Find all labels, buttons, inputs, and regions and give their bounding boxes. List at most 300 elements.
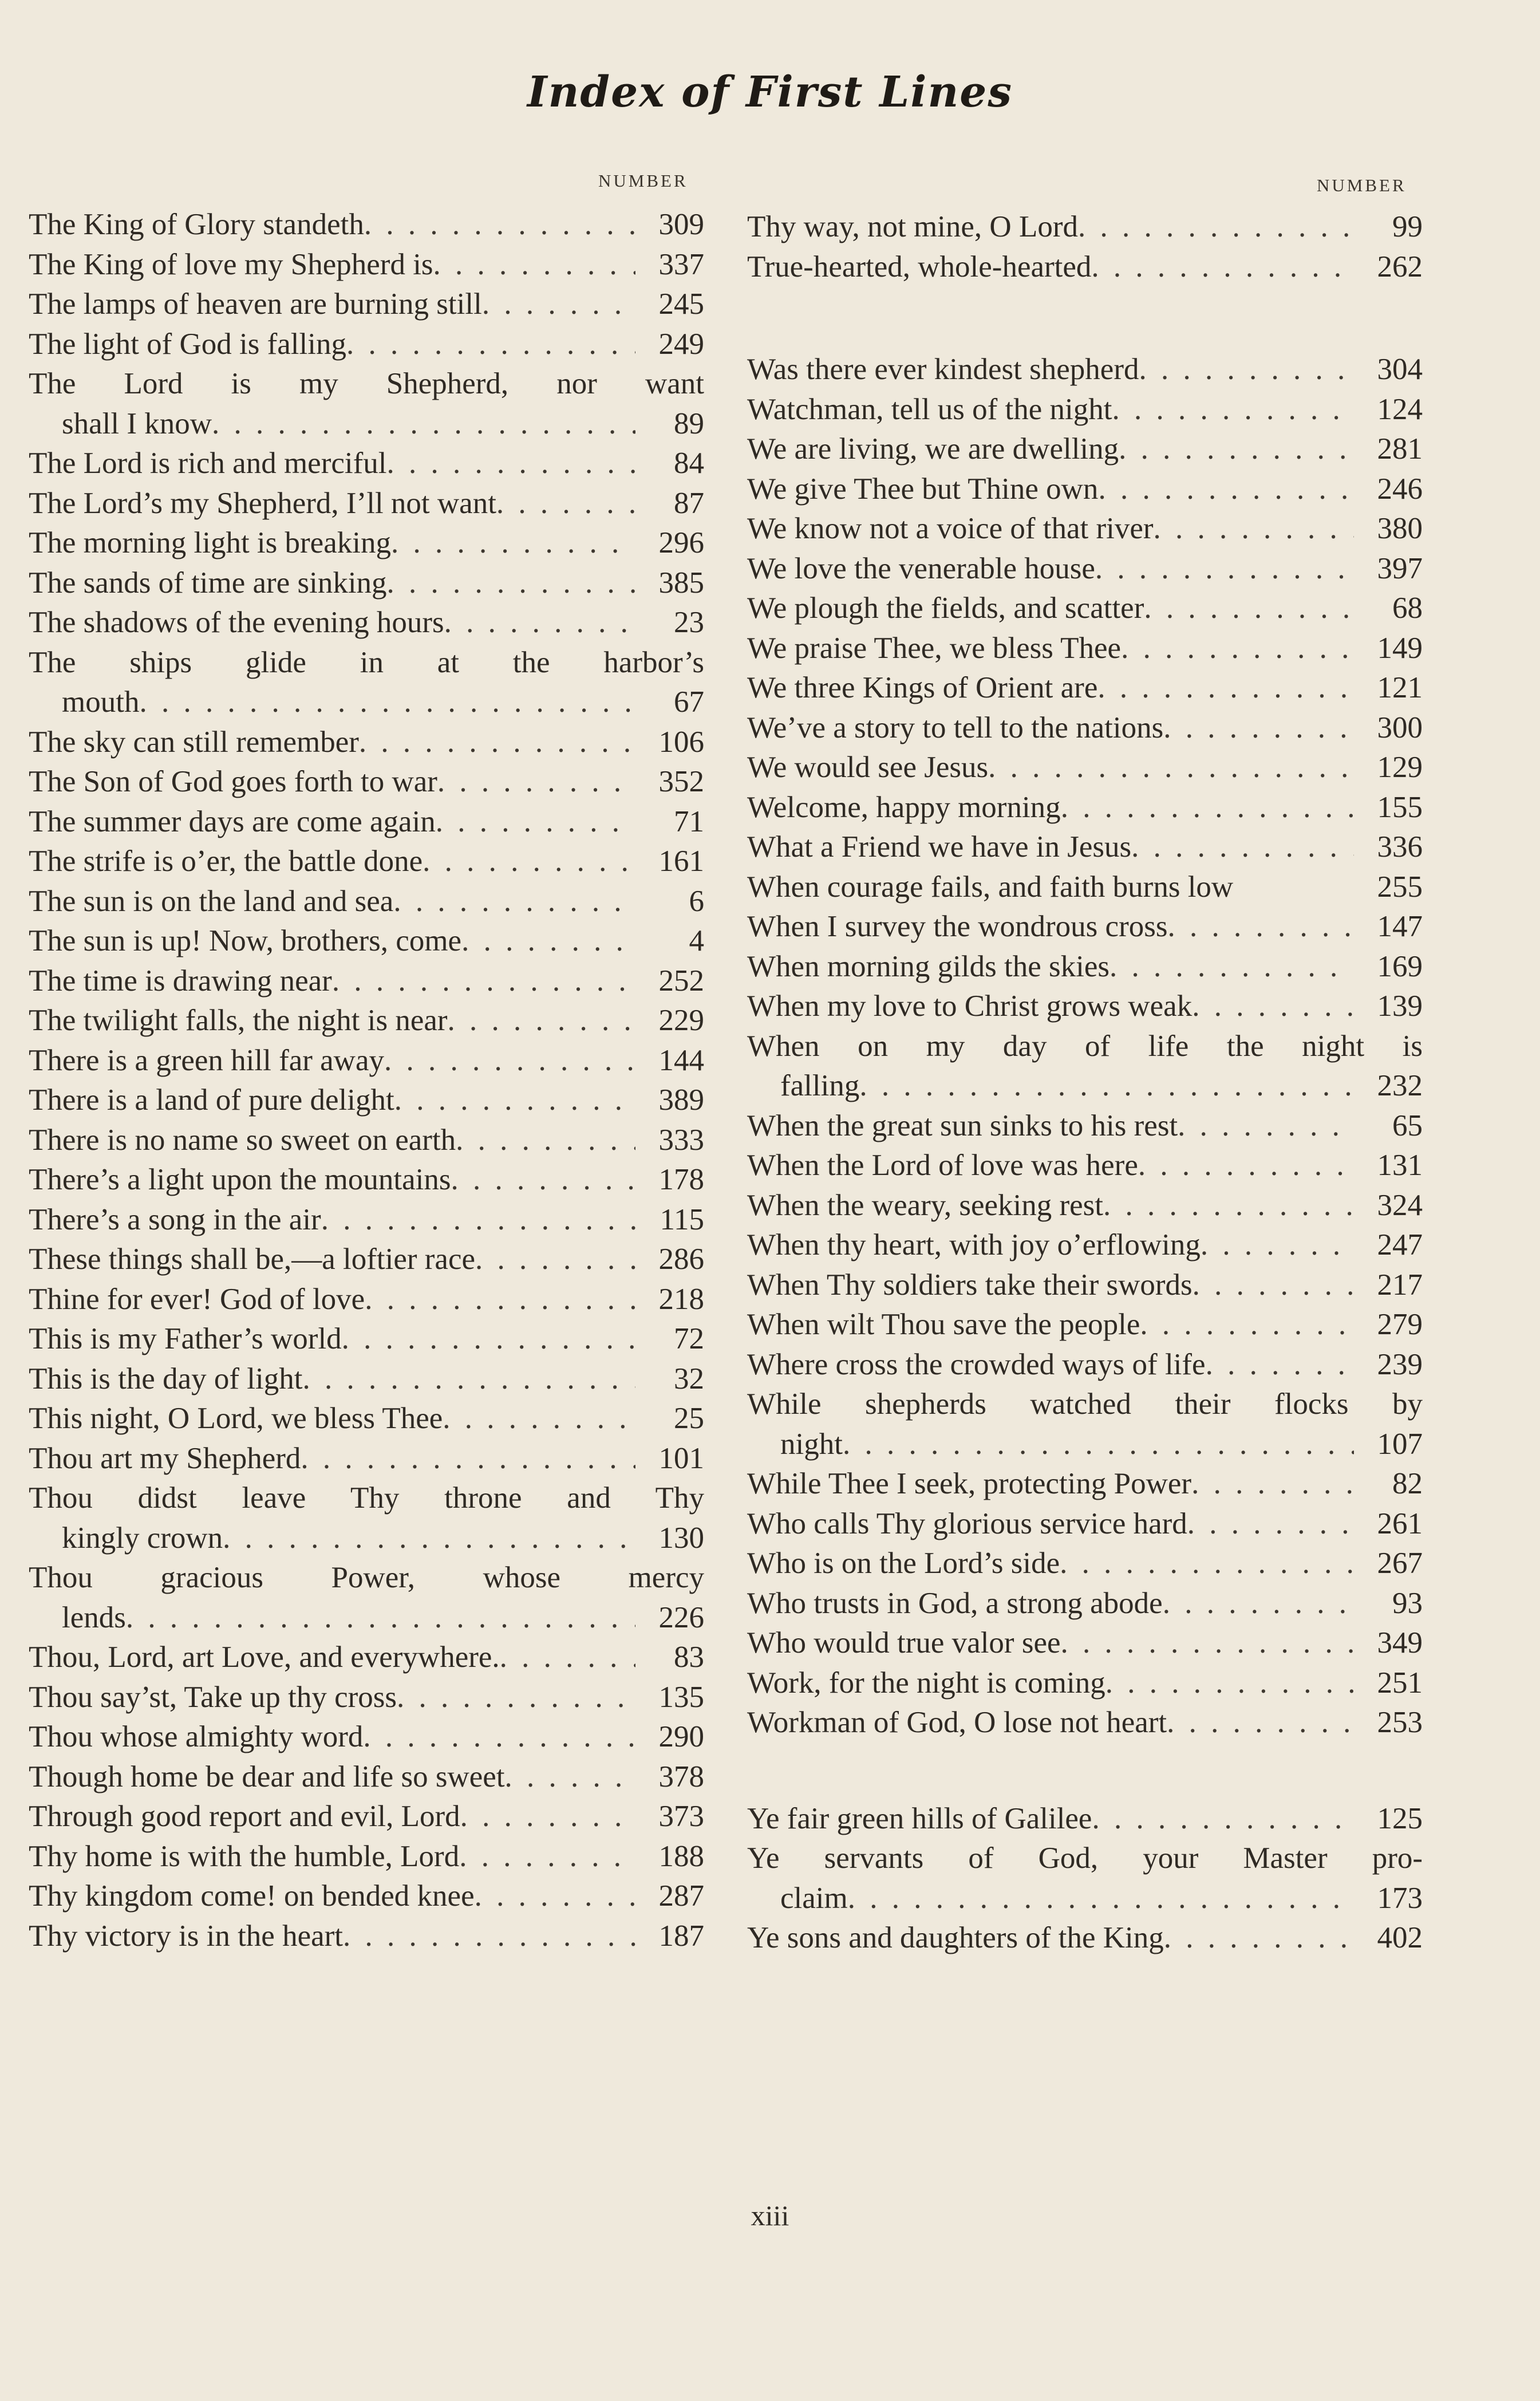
first-line-text: Thou whose almighty word [29, 1720, 364, 1753]
dot-leader [1164, 1918, 1354, 1958]
first-line-text: The Lord’s my Shepherd, I’ll not want [29, 486, 496, 520]
dot-leader [386, 444, 635, 484]
index-entry [29, 762, 704, 802]
hymn-number: 72 [674, 1322, 704, 1355]
first-line-text: The morning light is breaking [29, 526, 391, 559]
index-entry [747, 1305, 1423, 1345]
index-entry [29, 484, 704, 524]
hymn-number: 93 [1392, 1586, 1423, 1620]
first-line-text: Who is on the Lord’s side [747, 1547, 1060, 1580]
index-entry [747, 629, 1423, 669]
index-entry [747, 1544, 1423, 1584]
hymn-number: 23 [674, 606, 704, 639]
hymn-number: 106 [658, 725, 704, 759]
dot-leader [393, 882, 635, 922]
hymn-number: 147 [1377, 910, 1423, 943]
first-line-text: What a Friend we have in Jesus [747, 830, 1132, 864]
dot-leader [321, 1200, 635, 1240]
dot-leader [1154, 509, 1354, 549]
dot-leader [843, 1425, 1354, 1465]
hymn-number: 131 [1377, 1149, 1423, 1182]
dot-leader [394, 1081, 635, 1121]
dot-leader [482, 285, 635, 325]
dot-leader [223, 1519, 635, 1559]
first-line-text: The light of God is falling [29, 327, 346, 361]
index-entry [29, 205, 704, 245]
hymn-number: 4 [689, 924, 704, 957]
hymn-number: 125 [1377, 1801, 1423, 1835]
first-line-text: We plough the fields, and scatter [747, 592, 1144, 625]
first-line-continuation: night [780, 1427, 843, 1461]
index-entry [29, 1200, 704, 1240]
first-line-text: The Lord is rich and merciful [29, 447, 387, 480]
dot-leader [1121, 629, 1354, 669]
index-entry [747, 1146, 1423, 1186]
first-line-text: When I survey the wondrous cross [747, 910, 1168, 943]
first-line-text: Who would true valor see [747, 1626, 1061, 1659]
hymn-number: 121 [1377, 671, 1423, 704]
first-line-text: When on my day of life the night is [747, 1029, 1423, 1063]
index-entry [29, 1837, 704, 1877]
hymn-number: 279 [1377, 1308, 1423, 1341]
index-entry [29, 1240, 704, 1280]
index-entry [747, 1106, 1423, 1146]
index-entry [747, 429, 1423, 470]
index-entry [29, 723, 704, 763]
index-entry [747, 589, 1423, 629]
first-line-text: Where cross the crowded ways of life [747, 1347, 1206, 1381]
hymn-number: 161 [658, 845, 704, 878]
hymn-number: 101 [658, 1441, 704, 1475]
dot-leader [1092, 1799, 1354, 1839]
dot-leader [139, 683, 635, 723]
hymn-number: 155 [1377, 790, 1423, 824]
index-entry [747, 1623, 1423, 1663]
dot-leader [1192, 987, 1354, 1027]
first-line-text: The Son of God goes forth to war [29, 765, 437, 798]
first-line-text: The sun is up! Now, brothers, come [29, 924, 462, 957]
dot-leader [848, 1879, 1354, 1919]
index-entry [747, 788, 1423, 828]
hymn-number: 82 [1392, 1467, 1423, 1500]
page-title: Index of First Lines [527, 68, 1013, 117]
dot-leader [397, 1678, 635, 1718]
dot-leader [1138, 1146, 1354, 1186]
hymn-number: 290 [658, 1720, 704, 1753]
first-line-text: Thou didst leave Thy throne and Thy [29, 1481, 704, 1515]
index-entry [747, 350, 1423, 390]
hymn-number: 129 [1377, 751, 1423, 784]
hymn-number: 187 [658, 1919, 704, 1953]
letter-group-gap [747, 1743, 1423, 1799]
hymn-number: 68 [1392, 592, 1423, 625]
hymn-number: 169 [1377, 949, 1423, 983]
index-entry [29, 1797, 704, 1837]
first-line-text: Through good report and evil, Lord [29, 1800, 460, 1833]
dot-leader [444, 603, 635, 643]
hymn-number: 32 [674, 1362, 704, 1395]
dot-leader [1187, 1504, 1354, 1544]
dot-leader [1163, 1584, 1354, 1624]
hymn-number: 309 [658, 208, 704, 241]
first-line-text: When the weary, seeking rest [747, 1188, 1103, 1222]
hymn-number: 239 [1377, 1347, 1423, 1381]
first-line-text: The summer days are come again [29, 805, 436, 838]
dot-leader [1192, 1265, 1354, 1306]
first-line-text: True-hearted, whole-hearted [747, 250, 1092, 283]
dot-leader [443, 1399, 635, 1439]
first-line-text: When thy heart, with joy o’erflowing [747, 1228, 1201, 1261]
index-entry [747, 708, 1423, 748]
first-line-text: Thy way, not mine, O Lord [747, 210, 1078, 243]
index-entry [747, 509, 1423, 549]
first-line-text: There is no name so sweet on earth [29, 1123, 456, 1157]
first-line-text: Ye servants of God, your Master pro- [747, 1842, 1423, 1875]
dot-leader [456, 1121, 635, 1161]
first-line-text: When courage fails, and faith burns low [747, 870, 1234, 904]
first-line-continuation: mouth [62, 685, 140, 719]
dot-leader [384, 1041, 635, 1081]
left-index-column [29, 205, 704, 1956]
dot-leader [859, 1066, 1354, 1106]
first-line-text: Thou art my Shepherd [29, 1441, 301, 1475]
dot-leader [1109, 947, 1354, 987]
index-entry [747, 549, 1423, 589]
dot-leader [387, 563, 635, 604]
index-entry [29, 1717, 704, 1757]
index-entry [747, 1225, 1423, 1265]
hymn-number: 267 [1377, 1547, 1423, 1580]
first-line-continuation: claim [780, 1881, 848, 1915]
dot-leader [459, 1837, 635, 1877]
dot-leader [1112, 390, 1354, 430]
index-entry [29, 563, 704, 604]
first-line-text: When wilt Thou save the people [747, 1308, 1140, 1341]
hymn-number: 25 [674, 1402, 704, 1435]
index-entry [747, 1799, 1423, 1839]
dot-leader [505, 1757, 635, 1797]
first-line-text: We know not a voice of that river [747, 512, 1154, 545]
dot-leader [1061, 1623, 1355, 1663]
first-line-continuation: kingly crown [62, 1521, 223, 1555]
left-column-heading: NUMBER [598, 171, 688, 191]
hymn-number: 89 [674, 407, 704, 440]
hymn-number: 218 [658, 1282, 704, 1316]
first-line-text: We love the venerable house [747, 551, 1095, 585]
index-entry [747, 1584, 1423, 1624]
index-entry [747, 748, 1423, 788]
index-entry [29, 1479, 704, 1558]
dot-leader [475, 1240, 635, 1280]
hymn-number: 249 [658, 327, 704, 361]
index-entry [29, 1917, 704, 1957]
first-line-text: The King of Glory standeth [29, 208, 364, 241]
hymn-number: 378 [658, 1760, 704, 1793]
index-entry [29, 802, 704, 842]
first-line-text: Thy kingdom come! on bended knee [29, 1879, 475, 1913]
dot-leader [436, 802, 635, 842]
hymn-number: 87 [674, 486, 704, 520]
hymn-number: 251 [1377, 1666, 1423, 1700]
index-entry [29, 1359, 704, 1399]
first-line-text: Watchman, tell us of the night [747, 392, 1112, 426]
first-line-text: Workman of God, O lose not heart [747, 1706, 1167, 1739]
first-line-text: The time is drawing near [29, 964, 332, 998]
first-line-text: Thou, Lord, art Love, and everywhere. [29, 1641, 500, 1674]
dot-leader [212, 404, 635, 444]
index-entry [747, 987, 1423, 1027]
first-line-text: The sands of time are sinking [29, 566, 387, 600]
index-entry [747, 1663, 1423, 1704]
index-entry [29, 1081, 704, 1121]
dot-leader [365, 1280, 635, 1320]
first-line-text: The ships glide in at the harbor’s [29, 645, 704, 679]
dot-leader [1131, 827, 1354, 868]
first-line-text: This is the day of light [29, 1362, 303, 1395]
hymn-number: 389 [658, 1083, 704, 1117]
dot-leader [1178, 1106, 1354, 1146]
index-entry [747, 1703, 1423, 1743]
hymn-number: 281 [1377, 432, 1423, 466]
first-line-text: There is a green hill far away [29, 1043, 384, 1077]
first-line-text: Welcome, happy morning [747, 790, 1061, 824]
hymn-number: 324 [1377, 1188, 1423, 1222]
index-entry [29, 1319, 704, 1359]
hymn-number: 135 [658, 1680, 704, 1714]
first-line-text: When the Lord of love was here [747, 1149, 1138, 1182]
dot-leader [1061, 788, 1354, 828]
index-entry [747, 470, 1423, 510]
dot-leader [1078, 207, 1354, 247]
dot-leader [1098, 470, 1354, 510]
dot-leader [437, 762, 635, 802]
first-line-text: The sun is on the land and sea [29, 884, 394, 918]
hymn-number: 287 [658, 1879, 704, 1913]
index-entry [29, 961, 704, 1002]
index-entry [29, 1399, 704, 1439]
first-line-text: We praise Thee, we bless Thee [747, 631, 1122, 665]
hymn-number: 373 [658, 1800, 704, 1833]
dot-leader [433, 245, 635, 285]
dot-leader [359, 723, 635, 763]
dot-leader [451, 1160, 635, 1200]
index-entry [747, 907, 1423, 947]
first-line-text: These things shall be,—a loftier race [29, 1243, 475, 1276]
first-line-text: There’s a song in the air [29, 1203, 321, 1236]
first-line-text: Thou gracious Power, whose mercy [29, 1561, 704, 1594]
right-index-column [747, 207, 1423, 1958]
dot-leader [1097, 668, 1354, 708]
first-line-text: When morning gilds the skies [747, 949, 1109, 983]
index-entry [747, 1464, 1423, 1504]
hymn-number: 402 [1377, 1921, 1423, 1954]
index-entry [747, 1345, 1423, 1385]
dot-leader [1060, 1544, 1354, 1584]
hymn-number: 217 [1377, 1268, 1423, 1302]
index-entry [29, 1678, 704, 1718]
first-line-text: The King of love my Shepherd is [29, 247, 433, 281]
hymn-number: 349 [1377, 1626, 1423, 1659]
first-line-text: This night, O Lord, we bless Thee [29, 1402, 443, 1435]
dot-leader [343, 1917, 635, 1957]
hymn-number: 385 [658, 566, 704, 600]
first-line-text: Was there ever kindest shepherd [747, 353, 1139, 386]
hymn-number: 84 [674, 447, 704, 480]
first-line-continuation: lends [62, 1600, 126, 1634]
hymn-number: 178 [658, 1163, 704, 1196]
first-line-text: When my love to Christ grows weak [747, 989, 1192, 1023]
dot-leader [1144, 589, 1354, 629]
hymn-number: 99 [1392, 210, 1423, 243]
dot-leader [1167, 907, 1354, 947]
hymn-number: 262 [1377, 250, 1423, 283]
hymn-number: 107 [1377, 1427, 1423, 1461]
first-line-text: The Lord is my Shepherd, nor want [29, 367, 704, 400]
index-entry [29, 523, 704, 563]
index-entry [29, 643, 704, 723]
first-line-text: Thy victory is in the heart [29, 1919, 343, 1953]
first-line-text: Though home be dear and life so sweet [29, 1760, 505, 1793]
dot-leader [1201, 1225, 1354, 1265]
dot-leader [1163, 708, 1354, 748]
hymn-number: 252 [658, 964, 704, 998]
index-entry [747, 827, 1423, 868]
dot-leader [1206, 1345, 1354, 1385]
hymn-number: 67 [674, 685, 704, 719]
hymn-number: 245 [658, 287, 704, 321]
hymn-number: 397 [1377, 551, 1423, 585]
hymn-number: 130 [658, 1521, 704, 1555]
first-line-text: We give Thee but Thine own [747, 472, 1099, 506]
hymn-number: 253 [1377, 1706, 1423, 1739]
first-line-text: The lamps of heaven are burning still [29, 287, 482, 321]
index-entry [29, 285, 704, 325]
index-entry [747, 207, 1423, 247]
index-entry [747, 390, 1423, 430]
first-line-text: We are living, we are dwelling [747, 432, 1119, 466]
first-line-text: We three Kings of Orient are [747, 671, 1098, 704]
first-line-text: Ye fair green hills of Galilee [747, 1801, 1092, 1835]
dot-leader [332, 961, 635, 1002]
first-line-text: Who trusts in God, a strong abode [747, 1586, 1163, 1620]
dot-leader [346, 325, 635, 365]
first-line-text: Ye sons and daughters of the King [747, 1921, 1164, 1954]
index-entry [29, 842, 704, 882]
hymn-number: 246 [1377, 472, 1423, 506]
hymn-number: 255 [1377, 870, 1423, 904]
dot-leader [363, 1717, 635, 1757]
dot-leader [422, 842, 635, 882]
dot-leader [1119, 429, 1354, 470]
dot-leader [461, 921, 635, 961]
first-line-text: We would see Jesus [747, 751, 989, 784]
index-entry [747, 247, 1423, 287]
letter-group-gap [747, 287, 1423, 350]
hymn-number: 83 [674, 1641, 704, 1674]
index-entry [29, 1757, 704, 1797]
dot-leader [1191, 1464, 1354, 1504]
index-entry [29, 1001, 704, 1041]
dot-leader [1139, 350, 1354, 390]
hymn-number: 352 [658, 765, 704, 798]
dot-leader [126, 1598, 635, 1638]
dot-leader [475, 1876, 635, 1917]
first-line-text: There is a land of pure delight [29, 1083, 394, 1117]
first-line-continuation: shall I know [62, 407, 212, 440]
index-entry [747, 1186, 1423, 1226]
first-line-text: The shadows of the evening hours [29, 606, 444, 639]
first-line-text: Who calls Thy glorious service hard [747, 1507, 1187, 1540]
dot-leader [1105, 1663, 1354, 1704]
dot-leader [1103, 1186, 1354, 1226]
first-line-text: When the great sun sinks to his rest [747, 1109, 1178, 1142]
index-entry [29, 882, 704, 922]
dot-leader [988, 748, 1354, 788]
first-line-continuation: falling [780, 1069, 860, 1102]
first-line-text: When Thy soldiers take their swords [747, 1268, 1192, 1302]
hymn-number: 139 [1377, 989, 1423, 1023]
index-entry [29, 245, 704, 285]
index-entry [747, 1027, 1423, 1106]
right-column-heading: NUMBER [1317, 175, 1407, 195]
dot-leader [448, 1001, 635, 1041]
hymn-number: 380 [1377, 512, 1423, 545]
dot-leader [1167, 1703, 1354, 1743]
index-entry [29, 1121, 704, 1161]
hymn-number: 115 [660, 1203, 704, 1236]
hymn-number: 226 [658, 1600, 704, 1634]
hymn-number: 65 [1392, 1109, 1423, 1142]
first-line-text: While shepherds watched their flocks by [747, 1387, 1423, 1421]
dot-leader [1095, 549, 1354, 589]
index-entry [29, 603, 704, 643]
first-line-text: Thine for ever! God of love [29, 1282, 365, 1316]
index-entry [29, 1160, 704, 1200]
index-entry [29, 364, 704, 444]
index-entry [29, 444, 704, 484]
dot-leader [500, 1638, 635, 1678]
dot-leader [391, 523, 635, 563]
hymn-number: 333 [658, 1123, 704, 1157]
first-line-text: We’ve a story to tell to the nations [747, 711, 1164, 744]
index-entry [29, 1638, 704, 1678]
index-entry [747, 668, 1423, 708]
first-line-text: The strife is o’er, the battle done [29, 845, 423, 878]
first-line-text: There’s a light upon the mountains [29, 1163, 451, 1196]
hymn-number: 304 [1377, 353, 1423, 386]
dot-leader [1140, 1305, 1354, 1345]
hymn-number: 229 [658, 1004, 704, 1037]
first-line-text: Thy home is with the humble, Lord [29, 1839, 460, 1873]
dot-leader [364, 205, 635, 245]
index-entry [747, 1265, 1423, 1306]
dot-leader [302, 1359, 635, 1399]
hymn-number: 188 [658, 1839, 704, 1873]
first-line-text: The sky can still remember [29, 725, 359, 759]
page-number: xiii [751, 2199, 789, 2232]
hymn-number: 149 [1377, 631, 1423, 665]
hymn-number: 6 [689, 884, 704, 918]
hymn-number: 173 [1377, 1881, 1423, 1915]
index-entry [747, 947, 1423, 987]
index-entry [747, 1504, 1423, 1544]
index-entry [747, 1839, 1423, 1918]
index-entry [29, 1041, 704, 1081]
hymn-number: 300 [1377, 711, 1423, 744]
hymn-number: 296 [658, 526, 704, 559]
dot-leader [342, 1319, 635, 1359]
index-entry [747, 1918, 1423, 1958]
